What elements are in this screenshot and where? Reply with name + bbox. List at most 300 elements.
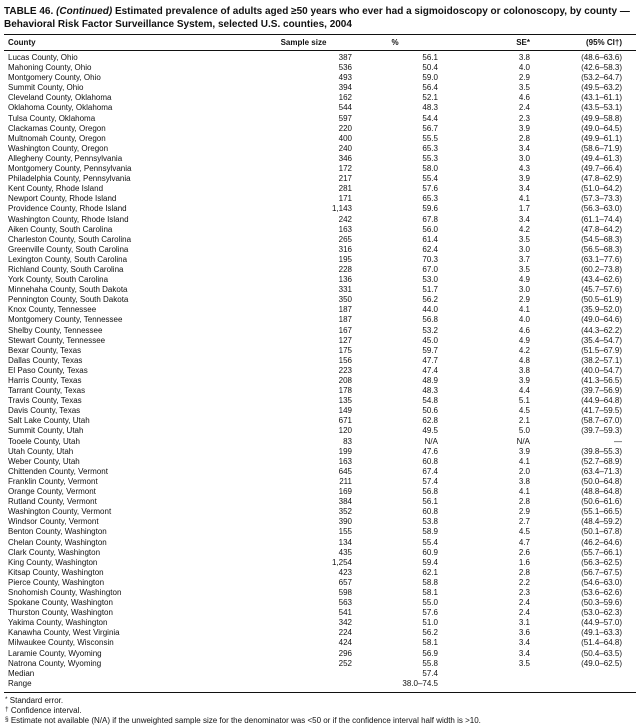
percent-cell: 62.8 [422,416,438,426]
percent-cell: 51.0 [422,618,438,628]
percent-cell: 55.0 [422,598,438,608]
ci-cell: (53.6–62.6) [581,587,622,597]
county-cell: Washington County, Vermont [8,507,112,517]
percent-cell: 47.7 [422,355,438,365]
se-cell: 4.2 [518,345,530,355]
ci-cell: (54.5–68.3) [581,234,622,244]
ci-cell: (55.1–66.5) [581,507,622,517]
se-cell: 2.3 [518,587,530,597]
county-cell: Median [8,668,35,678]
percent-cell: 38.0–74.5 [402,678,438,688]
table-row [4,437,636,447]
table-row [4,356,636,366]
county-cell: Greenville County, South Carolina [8,244,129,254]
ci-cell: (51.4–64.8) [581,638,622,648]
ci-cell: (50.4–63.5) [581,648,622,658]
footnote-text: Standard error. [7,695,64,705]
sample-size-cell: 187 [338,305,352,315]
county-cell: Chittenden County, Vermont [8,466,108,476]
ci-cell: (50.3–59.6) [581,598,622,608]
percent-cell: 67.4 [422,466,438,476]
table-row [4,275,636,285]
percent-cell: 56.1 [422,53,438,62]
county-cell: Rutland County, Vermont [8,497,97,507]
percent-cell: 53.0 [422,275,438,285]
county-cell: Utah County, Utah [8,446,74,456]
table-row [4,628,636,638]
ci-cell: — [614,436,622,446]
sample-size-cell: 175 [338,345,352,355]
county-cell: Snohomish County, Washington [8,587,122,597]
ci-cell: (49.0–62.5) [581,658,622,668]
percent-cell: 56.7 [422,123,438,133]
sample-size-cell: 167 [338,325,352,335]
se-cell: 2.6 [518,547,530,557]
ci-cell: (56.3–63.0) [581,204,622,214]
sample-size-cell: 671 [338,416,352,426]
sample-size-cell: 171 [338,194,352,204]
percent-cell: 58.9 [422,527,438,537]
sample-size-cell: 224 [338,628,352,638]
ci-cell: (44.3–62.2) [581,325,622,335]
percent-cell: 58.8 [422,577,438,587]
table-row [4,578,636,588]
county-cell: Dallas County, Texas [8,355,83,365]
se-cell: 1.7 [518,204,530,214]
sample-size-cell: 296 [338,648,352,658]
table-row [4,51,636,64]
county-cell: York County, South Carolina [8,275,109,285]
percent-cell: 53.2 [422,325,438,335]
county-cell: Clackamas County, Oregon [8,123,106,133]
ci-cell: (52.7–68.9) [581,456,622,466]
table-row [4,73,636,83]
se-cell: 2.0 [518,466,530,476]
percent-cell: 59.0 [422,73,438,83]
sample-size-cell: 242 [338,214,352,224]
county-cell: Minnehaha County, South Dakota [8,285,128,295]
se-cell: 2.3 [518,113,530,123]
ci-cell: (58.6–71.9) [581,143,622,153]
se-cell: 3.5 [518,83,530,93]
sample-size-cell: 1,143 [331,204,352,214]
percent-cell: 53.8 [422,517,438,527]
percent-cell: 57.6 [422,184,438,194]
ci-cell: (49.0–64.5) [581,123,622,133]
sample-size-cell: 387 [338,53,352,62]
table-body [4,51,636,691]
ci-cell: (43.4–62.6) [581,275,622,285]
ci-cell: (63.1–77.6) [581,254,622,264]
percent-cell: 56.1 [422,497,438,507]
sample-size-cell: 493 [338,73,352,83]
se-cell: 5.1 [518,396,530,406]
table-continued-label: (Continued) [56,6,113,17]
percent-cell: 54.8 [422,396,438,406]
ci-cell: (43.5–53.1) [581,103,622,113]
sample-size-cell: 187 [338,315,352,325]
se-cell: 3.9 [518,123,530,133]
sample-size-cell [255,679,352,691]
percent-cell: 57.4 [422,476,438,486]
se-cell: 4.8 [518,355,530,365]
ci-cell: (51.0–64.2) [581,184,622,194]
se-cell: 4.1 [518,305,530,315]
footnote [5,696,636,706]
table-row [4,457,636,467]
se-cell: 2.4 [518,598,530,608]
table-row [4,124,636,134]
county-cell: Windsor County, Vermont [8,517,99,527]
footnote [5,706,636,716]
sample-size-cell: 217 [338,174,352,184]
table-row [4,245,636,255]
se-cell: N/A [516,436,530,446]
sample-size-cell: 162 [338,93,352,103]
percent-cell: 67.8 [422,214,438,224]
county-cell: Newport County, Rhode Island [8,194,117,204]
table-row [4,366,636,376]
ci-cell: (44.9–57.0) [581,618,622,628]
se-cell: 3.8 [518,476,530,486]
sample-size-cell: 163 [338,224,352,234]
sample-size-cell: 155 [338,527,352,537]
se-cell: 4.1 [518,487,530,497]
table-row [4,426,636,436]
table-row [4,225,636,235]
sample-size-cell: 211 [339,476,352,486]
table-row [4,204,636,214]
se-cell: 2.4 [518,103,530,113]
table-row [4,497,636,507]
ci-cell: (61.1–74.4) [581,214,622,224]
sample-size-cell: 384 [338,497,352,507]
se-cell: 3.9 [518,446,530,456]
se-cell: 2.8 [518,567,530,577]
county-cell: Milwaukee County, Wisconsin [8,638,114,648]
sample-size-cell: 645 [338,466,352,476]
table-row [4,659,636,669]
percent-cell: 48.3 [422,103,438,113]
sample-size-cell: 240 [338,143,352,153]
se-cell: 4.4 [518,386,530,396]
percent-cell: 55.8 [422,658,438,668]
ci-cell: (49.9–58.8) [581,113,622,123]
sample-size-cell: 346 [338,153,352,163]
table-row [4,184,636,194]
percent-cell: 51.7 [422,285,438,295]
ci-cell: (35.4–54.7) [581,335,622,345]
se-cell [438,669,530,679]
county-cell: Knox County, Tennessee [8,305,97,315]
percent-cell: 59.4 [422,557,438,567]
percent-cell: 55.4 [422,174,438,184]
county-cell: Charleston County, South Carolina [8,234,132,244]
table-row [4,598,636,608]
footnotes [4,696,636,726]
sample-size-cell: 331 [338,285,352,295]
se-cell: 3.4 [518,184,530,194]
county-cell: King County, Washington [8,557,98,567]
percent-cell: 56.4 [422,83,438,93]
county-cell: Benton County, Washington [8,527,107,537]
se-cell: 3.5 [518,264,530,274]
county-cell: Range [8,678,32,688]
county-cell: Stewart County, Tennessee [8,335,106,345]
se-cell: 4.3 [518,164,530,174]
se-cell: 3.9 [518,174,530,184]
county-cell: Allegheny County, Pennsylvania [8,153,123,163]
table-row [4,134,636,144]
table-row [4,447,636,457]
footnote-marker: § [5,715,9,723]
ci-cell: (39.7–59.3) [581,426,622,436]
se-cell: 2.2 [518,577,530,587]
ci-cell: (56.5–68.3) [581,244,622,254]
table-row [4,538,636,548]
sample-size-cell: 172 [338,164,352,174]
county-cell: Salt Lake County, Utah [8,416,90,426]
county-cell: Cleveland County, Oklahoma [8,93,112,103]
ci-cell [530,669,636,679]
se-cell: 2.4 [518,608,530,618]
ci-cell: (50.6–61.6) [581,497,622,507]
sample-size-cell: 352 [338,507,352,517]
ci-cell: (41.7–59.5) [581,406,622,416]
table-row [4,477,636,487]
county-cell: Yakima County, Washington [8,618,108,628]
county-cell: Tulsa County, Oklahoma [8,113,96,123]
se-cell: 3.5 [518,658,530,668]
percent-cell: 70.3 [422,254,438,264]
footnote [5,716,636,726]
sample-size-cell: 83 [343,436,352,446]
se-cell: 3.4 [518,214,530,224]
se-cell: 3.4 [518,638,530,648]
county-cell: Washington County, Rhode Island [8,214,129,224]
ci-cell: (49.4–61.3) [581,153,622,163]
ci-cell: (41.3–56.5) [581,376,622,385]
column-header-percent: % [352,35,438,51]
table-row [4,467,636,477]
sample-size-cell: 199 [338,446,352,456]
county-cell: Multnomah County, Oregon [8,133,106,143]
ci-cell: (53.0–62.3) [581,608,622,618]
percent-cell: 56.8 [422,315,438,325]
se-cell: 4.0 [518,63,530,73]
se-cell: 5.0 [518,426,530,436]
percent-cell: 55.4 [422,537,438,547]
table-row [4,295,636,305]
county-cell: Tooele County, Utah [8,436,80,446]
county-cell: Natrona County, Wyoming [8,658,102,668]
ci-cell: (58.7–67.0) [581,416,622,426]
county-cell: Clark County, Washington [8,547,101,557]
ci-cell: (43.1–61.1) [581,93,622,103]
ci-cell: (40.0–54.7) [581,365,622,375]
ci-cell: (50.1–67.8) [581,527,622,537]
county-cell: Montgomery County, Tennessee [8,315,123,325]
percent-cell: 54.4 [422,113,438,123]
percent-cell: 47.4 [422,365,438,375]
footnote-marker: † [5,705,9,713]
sample-size-cell [255,669,352,679]
column-header-ci: (95% CI†) [530,35,636,51]
percent-cell: 58.0 [422,164,438,174]
table-row [4,608,636,618]
table-row [4,527,636,537]
table-row [4,265,636,275]
sample-size-cell: 400 [338,133,352,143]
county-cell: Shelby County, Tennessee [8,325,103,335]
ci-cell: (47.8–62.9) [581,174,622,184]
county-cell: Franklin County, Vermont [8,476,98,486]
county-cell: Montgomery County, Ohio [8,73,101,83]
table-row [4,618,636,628]
percent-cell: 65.3 [422,194,438,204]
se-cell: 2.8 [518,497,530,507]
county-cell: Orange County, Vermont [8,487,96,497]
sample-size-cell: 598 [338,587,352,597]
table-row [4,305,636,315]
page-title [4,5,636,31]
county-cell: Kitsap County, Washington [8,567,104,577]
percent-cell: 56.0 [422,224,438,234]
sample-size-cell: 316 [338,244,352,254]
sample-size-cell: 1,254 [331,557,352,567]
percent-cell: 57.6 [422,608,438,618]
sample-size-cell: 163 [338,456,352,466]
percent-cell: 67.0 [422,264,438,274]
table-row [4,255,636,265]
ci-cell: (44.9–64.8) [581,396,622,406]
county-cell: Mahoning County, Ohio [8,63,92,73]
county-cell: Harris County, Texas [8,376,82,385]
se-cell: 4.5 [518,527,530,537]
column-header-se: SE* [438,35,530,51]
sample-size-cell: 390 [338,517,352,527]
table-row [4,83,636,93]
se-cell: 4.6 [518,325,530,335]
percent-cell: 56.9 [422,648,438,658]
sample-size-cell: 228 [338,264,352,274]
ci-cell: (51.5–67.9) [581,345,622,355]
percent-cell: 45.0 [422,335,438,345]
ci-cell: (57.3–73.3) [581,194,622,204]
sample-size-cell: 120 [338,426,352,436]
sample-size-cell: 149 [338,406,352,416]
table-row [4,568,636,578]
sample-size-cell: 657 [338,577,352,587]
percent-cell: 62.4 [422,244,438,254]
county-cell: Philadelphia County, Pennsylvania [8,174,131,184]
county-cell: Pierce County, Washington [8,577,105,587]
table-row [4,669,636,679]
percent-cell: N/A [424,436,438,446]
table-row [4,164,636,174]
percent-cell: 65.3 [422,143,438,153]
ci-cell: (49.5–63.2) [581,83,622,93]
se-cell: 3.8 [518,53,530,62]
se-cell: 3.6 [518,628,530,638]
ci-cell: (46.2–64.6) [581,537,622,547]
column-header-county: County [4,35,255,51]
table-row [4,63,636,73]
percent-cell: 56.2 [422,295,438,305]
percent-cell: 44.0 [422,305,438,315]
percent-cell: 60.8 [422,456,438,466]
table-row [4,93,636,103]
sample-size-cell: 265 [338,234,352,244]
se-cell: 3.8 [518,365,530,375]
column-header-sample-size: Sample size [255,35,352,51]
sample-size-cell: 423 [338,567,352,577]
se-cell: 3.5 [518,234,530,244]
percent-cell: 59.7 [422,345,438,355]
sample-size-cell: 342 [338,618,352,628]
table-row [4,638,636,648]
table-row [4,649,636,659]
table-row [4,235,636,245]
se-cell: 4.6 [518,93,530,103]
table-row [4,285,636,295]
ci-cell: (53.2–64.7) [581,73,622,83]
sample-size-cell: 541 [338,608,352,618]
county-cell: Davis County, Texas [8,406,81,416]
percent-cell: 60.8 [422,507,438,517]
percent-cell: 56.8 [422,487,438,497]
ci-cell: (50.0–64.8) [581,476,622,486]
table-row [4,679,636,691]
percent-cell: 58.1 [422,638,438,648]
table-row [4,215,636,225]
table-header [4,35,636,51]
se-cell: 3.9 [518,376,530,385]
ci-cell: (48.6–63.6) [581,53,622,62]
table-row [4,487,636,497]
county-cell: Richland County, South Carolina [8,264,124,274]
table-row [4,154,636,164]
percent-cell: 55.3 [422,153,438,163]
se-cell: 1.6 [518,557,530,567]
percent-cell: 52.1 [422,93,438,103]
percent-cell: 56.2 [422,628,438,638]
sample-size-cell: 169 [338,487,352,497]
se-cell: 2.9 [518,73,530,83]
county-cell: Providence County, Rhode Island [8,204,127,214]
table-header-row [4,35,636,51]
se-cell: 3.0 [518,153,530,163]
se-cell: 3.7 [518,254,530,264]
table-row [4,315,636,325]
footnote-marker: * [5,695,8,703]
county-cell: Pennington County, South Dakota [8,295,129,305]
se-cell: 4.7 [518,537,530,547]
se-cell: 2.8 [518,133,530,143]
sample-size-cell: 135 [338,396,352,406]
footnote-text: Estimate not available (N/A) if the unweighted sample size for the denominator was <50 or if the confidence interval half width is >10. [8,715,481,725]
percent-cell: 49.5 [422,426,438,436]
county-cell: Summit County, Utah [8,426,84,436]
ci-cell: (39.8–55.3) [581,446,622,456]
sample-size-cell: 536 [338,63,352,73]
se-cell: 4.1 [518,194,530,204]
table-row [4,326,636,336]
ci-cell: (63.4–71.3) [581,466,622,476]
table-row [4,386,636,396]
sample-size-cell: 281 [338,184,352,194]
se-cell: 3.0 [518,244,530,254]
